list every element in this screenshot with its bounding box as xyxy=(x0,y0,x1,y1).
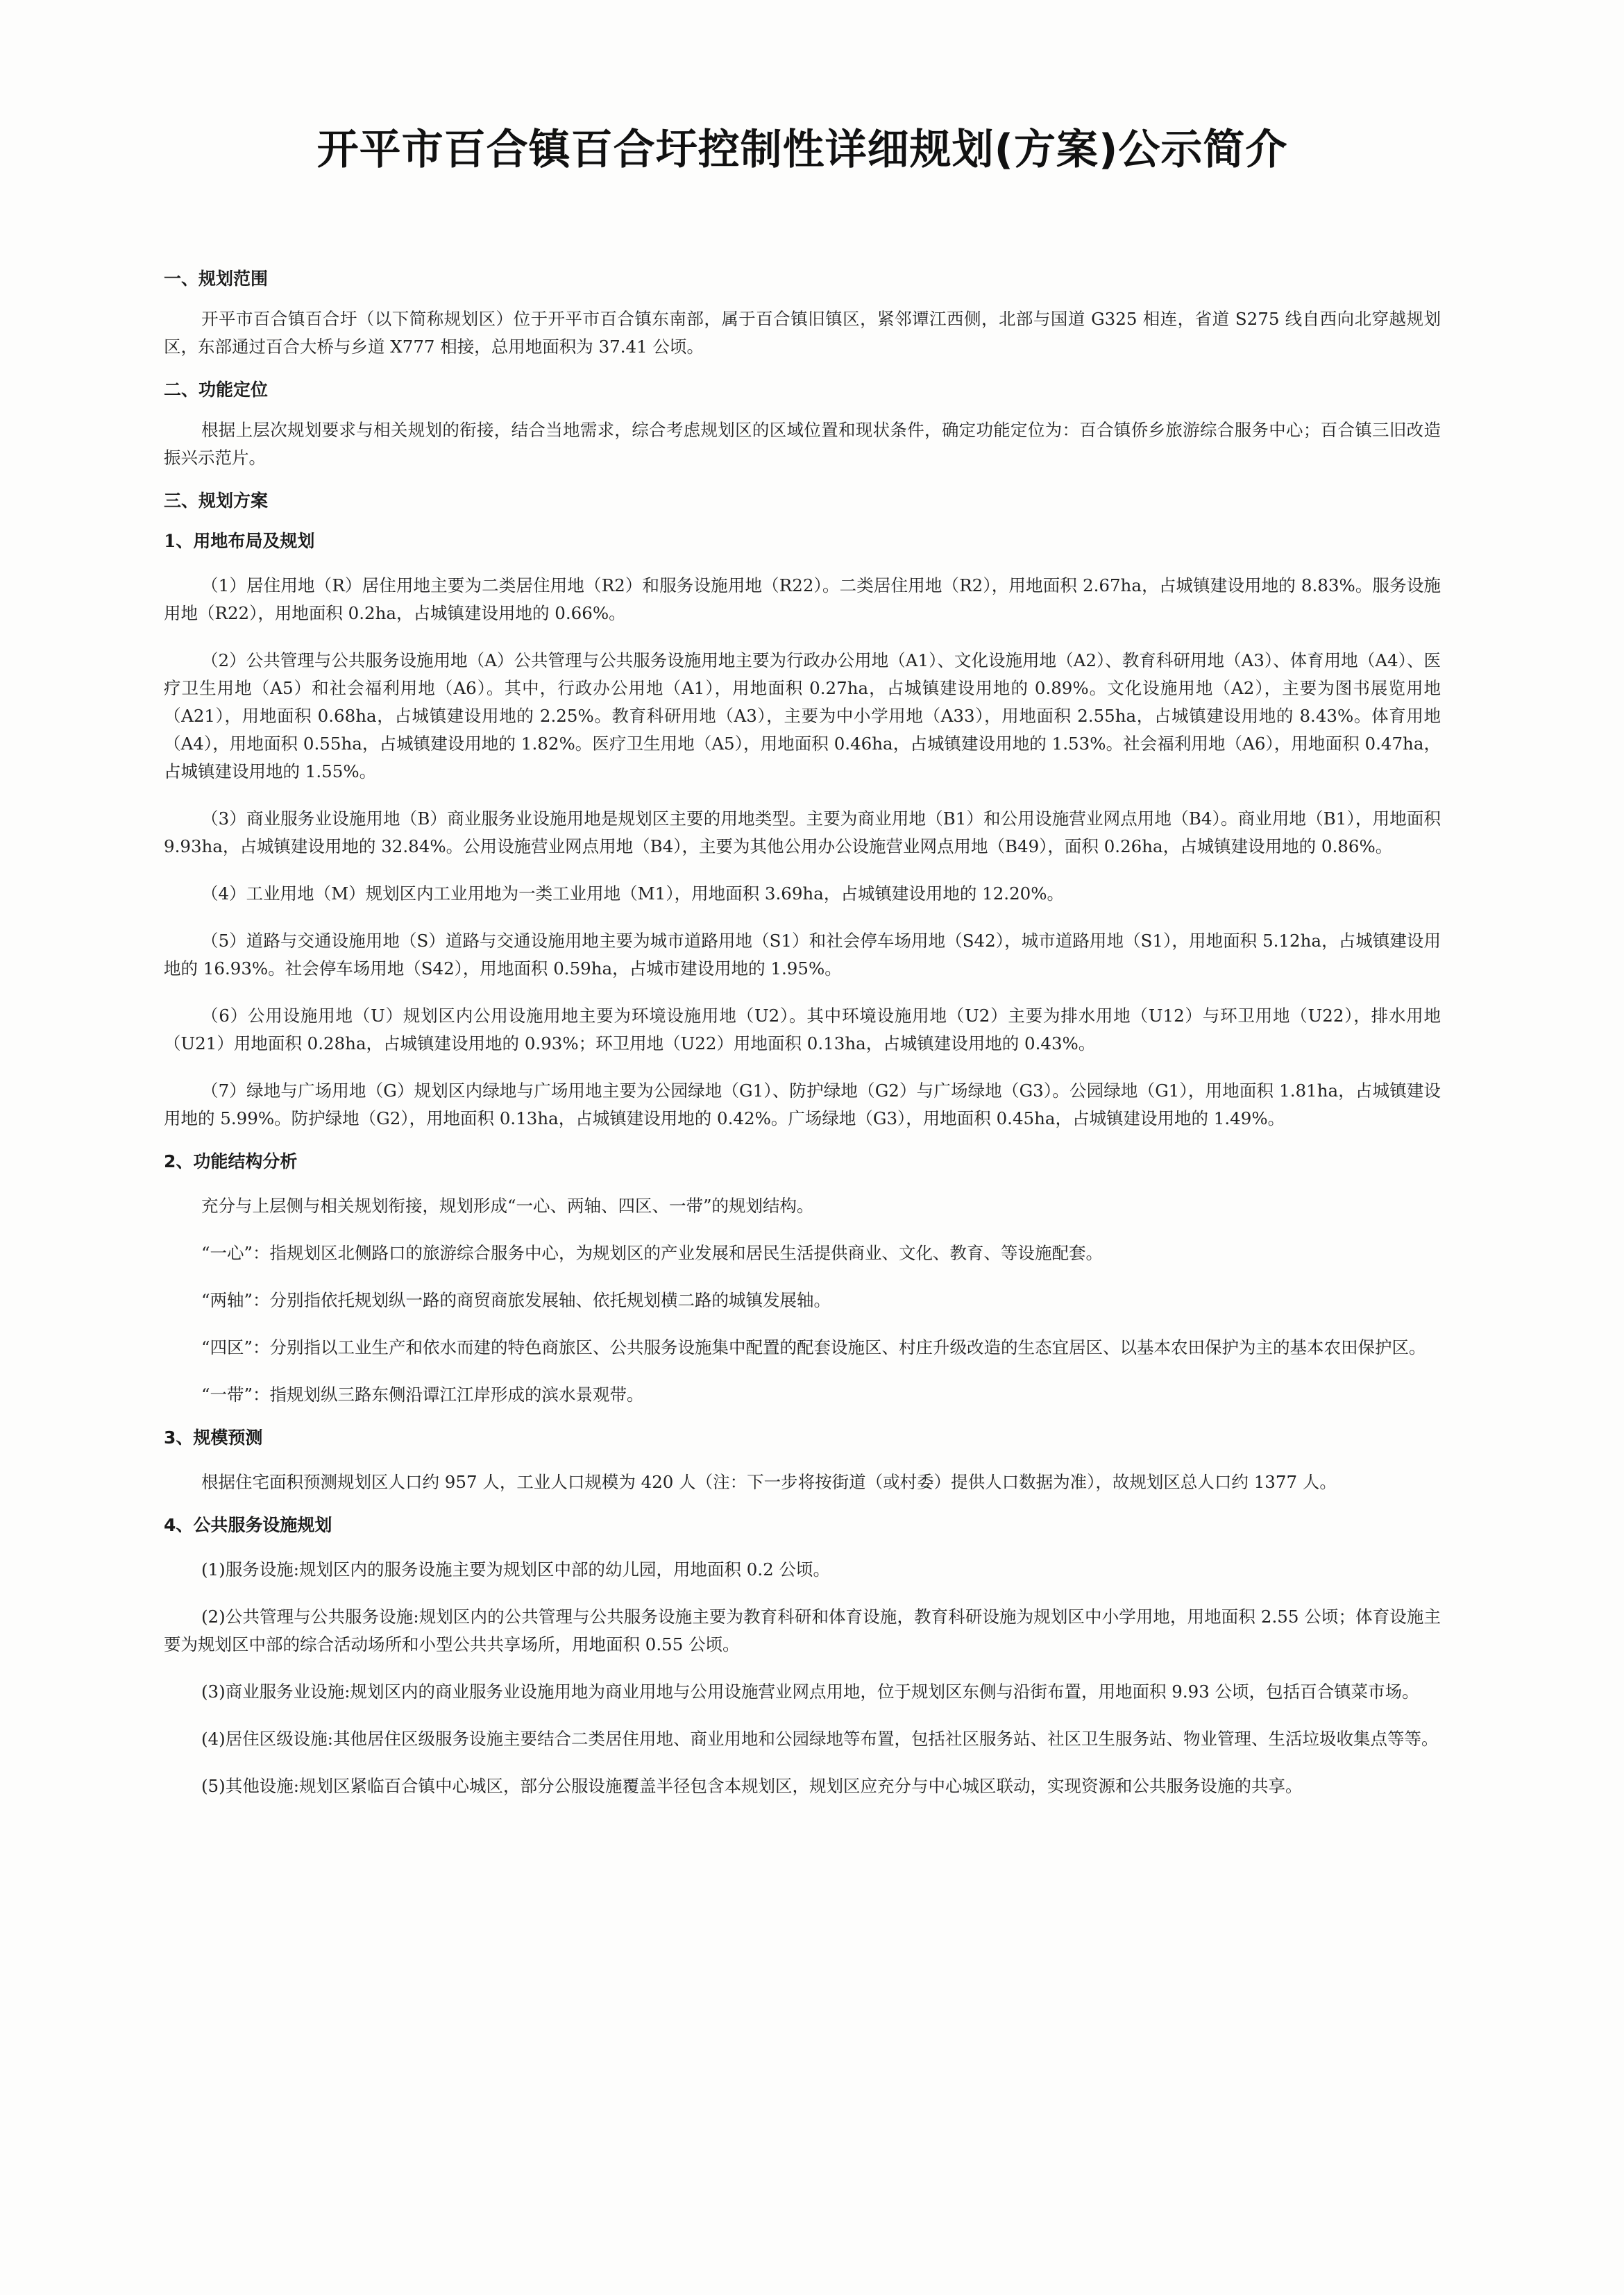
document-content xyxy=(164,104,1441,1800)
structure-item: 充分与上层侧与相关规划衔接，规划形成“一心、两轴、四区、一带”的规划结构。 xyxy=(201,1196,814,1216)
scale-paragraph: 根据住宅面积预测规划区人口约 957 人，工业人口规模为 420 人（注：下一步将按街道（或村委）提供人口数据为准），故规划区总人口约 1377 人。 xyxy=(201,1472,1337,1492)
section-heading-positioning: 二、功能定位 xyxy=(164,380,269,400)
structure-item: “一带”：指规划纵三路东侧沿谭江江岸形成的滨水景观带。 xyxy=(201,1384,644,1405)
public-facility-item: (1)服务设施:规划区内的服务设施主要为规划区中部的幼儿园，用地面积 0.2 公顷。 xyxy=(201,1559,830,1580)
document-title: 开平市百合镇百合圩控制性详细规划(方案)公示简介 xyxy=(316,126,1288,174)
structure-item: “四区”：分别指以工业生产和依水而建的特色商旅区、公共服务设施集中配置的配套设施区、村庄升级改造的生态宜居区、以基本农田保护为主的基本农田保护区。 xyxy=(201,1337,1426,1357)
land-use-item: （6）公用设施用地（U）规划区内公用设施用地主要为环境设施用地（U2）。其中环境设施用地（U2）主要为排水用地（U12）与环卫用地（U22），排水用地（U21）用地面积 0.28ha，占城镇建设用地的 0.93%；环卫用地（U22）用地面积 0.13ha，占城镇建设用地的 0.43%。 xyxy=(164,1006,1441,1053)
land-use-item: （2）公共管理与公共服务设施用地（A）公共管理与公共服务设施用地主要为行政办公用地（A1）、文化设施用地（A2）、教育科研用地（A3）、体育用地（A4）、医疗卫生用地（A5）和社会福利用地（A6）。其中，行政办公用地（A1），用地面积 0.27ha，占城镇建设用地的 0.89%。文化设施用地（A2），主要为图书展览用地（A21），用地面积 0.68ha，占城镇建设用地的 2.25%。教育科研用地（A3），主要为中小学用地（A33），用地面积 2.55ha，占城镇建设用地的 8.43%。体育用地（A4），用地面积 0.55ha，占城镇建设用地的 1.82%。医疗卫生用地（A5），用地面积 0.46ha，占城镇建设用地的 1.53%。社会福利用地（A6），用地面积 0.47ha，占城镇建设用地的 1.55%。 xyxy=(164,650,1441,781)
public-facility-item: (3)商业服务业设施:规划区内的商业服务业设施用地为商业用地与公用设施营业网点用地，位于规划区东侧与沿街布置，用地面积 9.93 公顷，包括百合镇菜市场。 xyxy=(201,1682,1419,1702)
land-use-item: （3）商业服务业设施用地（B）商业服务业设施用地是规划区主要的用地类型。主要为商业用地（B1）和公用设施营业网点用地（B4）。商业用地（B1），用地面积 9.93ha，占城镇建设用地的 32.84%。公用设施营业网点用地（B4），主要为其他公用办公设施营业网点用地（B49），面积 0.26ha，占城镇建设用地的 0.86%。 xyxy=(164,808,1441,856)
public-facility-item: (2)公共管理与公共服务设施:规划区内的公共管理与公共服务设施主要为教育科研和体育设施，教育科研设施为规划区中小学用地，用地面积 2.55 公顷；体育设施主要为规划区中部的综合活动场所和小型公共共享场所，用地面积 0.55 公顷。 xyxy=(164,1607,1441,1654)
positioning-paragraph: 根据上层次规划要求与相关规划的衔接，结合当地需求，综合考虑规划区的区域位置和现状条件，确定功能定位为：百合镇侨乡旅游综合服务中心；百合镇三旧改造振兴示范片。 xyxy=(164,420,1441,468)
scope-paragraph: 开平市百合镇百合圩（以下简称规划区）位于开平市百合镇东南部，属于百合镇旧镇区，紧邻谭江西侧，北部与国道 G325 相连，省道 S275 线自西向北穿越规划区，东部通过百合大桥与乡道 X777 相接，总用地面积为 37.41 公顷。 xyxy=(164,309,1441,357)
public-facility-item: (4)居住区级设施:其他居住区级服务设施主要结合二类居住用地、商业用地和公园绿地等布置，包括社区服务站、社区卫生服务站、物业管理、生活垃圾收集点等等。 xyxy=(201,1729,1439,1749)
subsection-heading-land-use: 1、用地布局及规划 xyxy=(164,531,315,551)
subsection-heading-structure: 2、功能结构分析 xyxy=(164,1151,298,1171)
land-use-item: （7）绿地与广场用地（G）规划区内绿地与广场用地主要为公园绿地（G1）、防护绿地（G2）与广场绿地（G3）。公园绿地（G1），用地面积 1.81ha，占城镇建设用地的 5.99%。防护绿地（G2），用地面积 0.13ha，占城镇建设用地的 0.42%。广场绿地（G3），用地面积 0.45ha，占城镇建设用地的 1.49%。 xyxy=(164,1081,1441,1128)
subsection-heading-public-facilities: 4、公共服务设施规划 xyxy=(164,1515,332,1535)
public-facility-item: (5)其他设施:规划区紧临百合镇中心城区，部分公服设施覆盖半径包含本规划区，规划区应充分与中心城区联动，实现资源和公共服务设施的共享。 xyxy=(201,1776,1303,1796)
structure-item: “两轴”：分别指依托规划纵一路的商贸商旅发展轴、依托规划横二路的城镇发展轴。 xyxy=(201,1290,831,1310)
land-use-item: （4）工业用地（M）规划区内工业用地为一类工业用地（M1），用地面积 3.69ha，占城镇建设用地的 12.20%。 xyxy=(201,883,1065,904)
section-heading-plan: 三、规划方案 xyxy=(164,491,269,511)
structure-item: “一心”：指规划区北侧路口的旅游综合服务中心，为规划区的产业发展和居民生活提供商业、文化、教育、等设施配套。 xyxy=(201,1243,1103,1263)
land-use-item: （1）居住用地（R）居住用地主要为二类居住用地（R2）和服务设施用地（R22）。二类居住用地（R2），用地面积 2.67ha，占城镇建设用地的 8.83%。服务设施用地（R22），用地面积 0.2ha，占城镇建设用地的 0.66%。 xyxy=(164,575,1441,623)
section-heading-scope: 一、规划范围 xyxy=(164,269,269,289)
land-use-item: （5）道路与交通设施用地（S）道路与交通设施用地主要为城市道路用地（S1）和社会停车场用地（S42），城市道路用地（S1），用地面积 5.12ha，占城镇建设用地的 16.93%。社会停车场用地（S42），用地面积 0.59ha，占城市建设用地的 1.95%。 xyxy=(164,931,1441,979)
subsection-heading-scale: 3、规模预测 xyxy=(164,1428,263,1448)
